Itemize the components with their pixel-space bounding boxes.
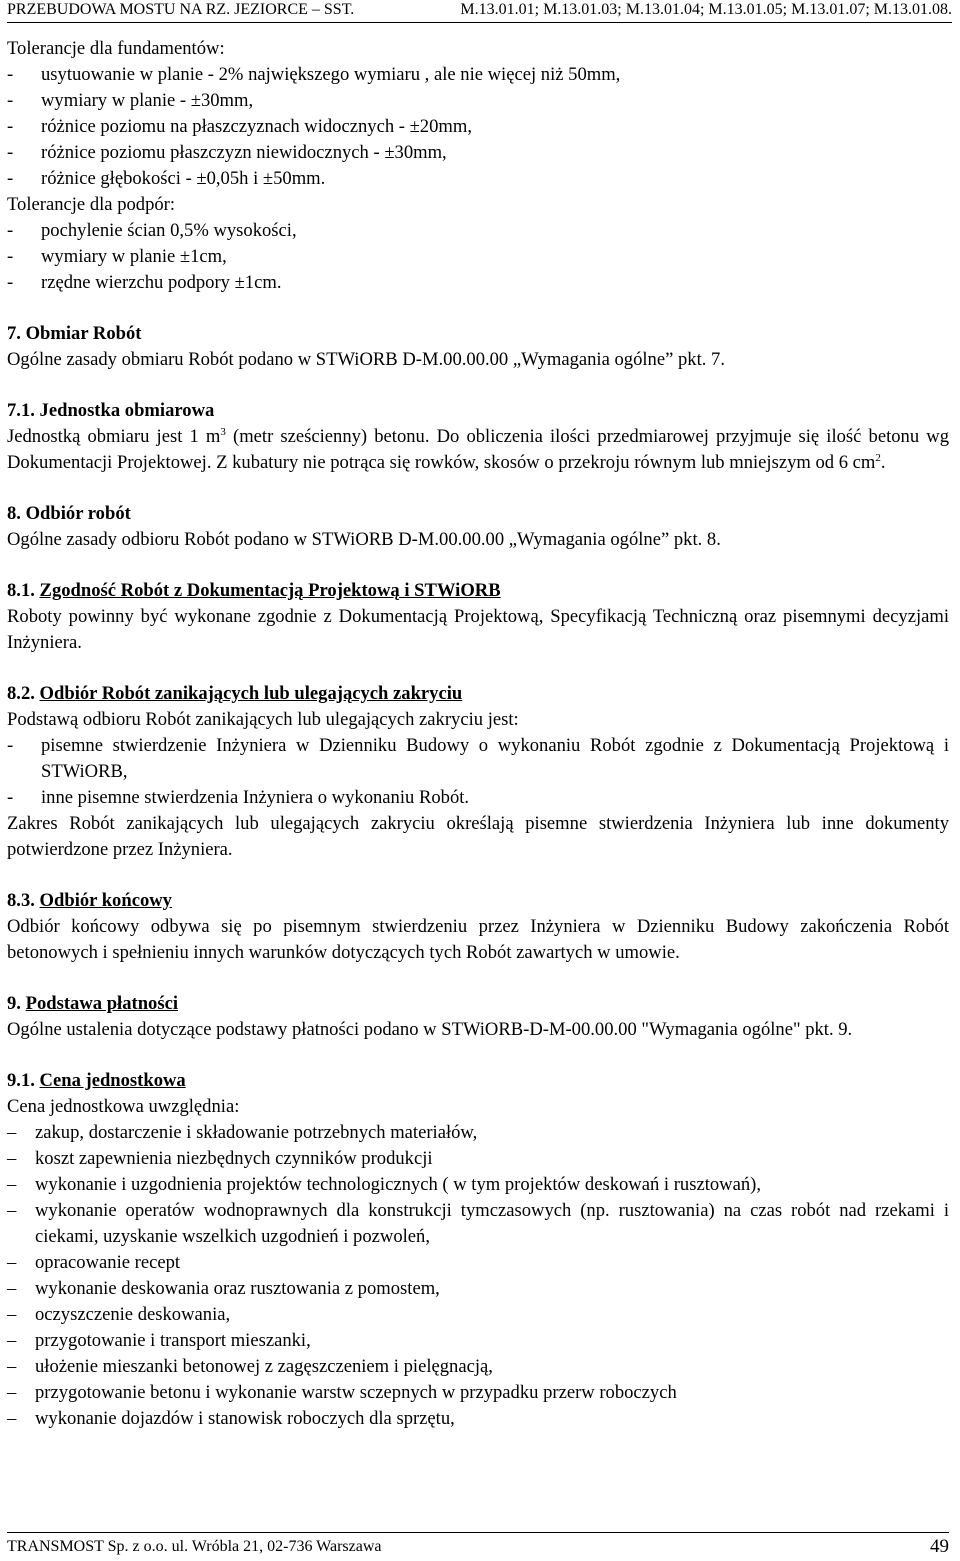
list-item: – opracowanie recept	[7, 1252, 181, 1273]
tolerance-foundation-heading: Tolerancje dla fundamentów:	[7, 38, 225, 59]
list-item: - różnice poziomu na płaszczyznach widocznych - ±20mm,	[7, 116, 472, 137]
section-8-1-text: Roboty powinny być wykonane zgodnie z Dokumentacją Projektową, Specyfikacją Techniczną oraz pisemnymi decyzjami Inżyniera.	[7, 606, 949, 653]
list-item: – koszt zapewnienia niezbędnych czynników produkcji	[7, 1148, 433, 1169]
section-7-1-text: Jednostką obmiaru jest 1 $m^3$ (metr sześcienny) betonu. Do obliczenia ilości przedmiarowej przyjmuje się ilość betonu wg Dokumentacji Projektowej. Z kubatury nie potrąca się rowków, skosów o przekroju równym lub mniejszym od 6 $cm^2$.	[7, 425, 949, 473]
section-7-1-title: 7.1. Jednostka obmiarowa	[7, 400, 215, 421]
section-8-2-list	[7, 733, 949, 811]
section-7-text: Ogólne zasady obmiaru Robót podano w STWiORB D-M.00.00.00 „Wymagania ogólne” pkt. 7.	[7, 349, 726, 370]
list-item: - inne pisemne stwierdzenia Inżyniera o wykonaniu Robót.	[7, 787, 470, 808]
list-item: - pisemne stwierdzenie Inżyniera w Dzienniku Budowy o wykonaniu Robót zgodnie z Dokumentacją Projektową i STWiORB,	[7, 735, 949, 782]
section-8-title: 8. Odbiór robót	[7, 503, 131, 524]
page-header	[7, 0, 952, 23]
list-item: - pochylenie ścian 0,5% wysokości,	[7, 220, 297, 241]
page-footer	[7, 1532, 949, 1561]
tolerance-support-heading: Tolerancje dla podpór:	[7, 194, 176, 215]
section-7-title: 7. Obmiar Robót	[7, 323, 142, 344]
list-item: – zakup, dostarczenie i składowanie potrzebnych materiałów,	[7, 1122, 478, 1143]
list-item: – wykonanie i uzgodnienia projektów technologicznych ( w tym projektów deskowań i rusztowań),	[7, 1174, 762, 1195]
list-item: - różnice poziomu płaszczyzn niewidocznych - ±30mm,	[7, 142, 447, 163]
page-number: 49	[930, 1536, 949, 1557]
list-item: – wykonanie dojazdów i stanowisk roboczych dla sprzętu,	[7, 1408, 455, 1429]
list-item: – przygotowanie betonu i wykonanie warstw sczepnych w przypadku przerw roboczych	[7, 1382, 677, 1403]
section-9-title: 9. Podstawa płatności	[7, 993, 178, 1014]
header-spec-codes: M.13.01.01; M.13.01.03; M.13.01.04; M.13.01.05; M.13.01.07; M.13.01.08.	[460, 1, 952, 18]
section-9-1-list	[7, 1120, 949, 1432]
tolerance-support-list	[7, 218, 949, 296]
section-8-3-text: Odbiór końcowy odbywa się po pisemnym stwierdzeniu przez Inżyniera w Dzienniku Budowy zakończenia Robót betonowych i spełnieniu innych warunków dotyczących tych Robót zawartych w umowie.	[7, 916, 949, 963]
footer-company-address: TRANSMOST Sp. z o.o. ul. Wróbla 21, 02-736 Warszawa	[7, 1538, 382, 1555]
section-8-text: Ogólne zasady odbioru Robót podano w STWiORB D-M.00.00.00 „Wymagania ogólne” pkt. 8.	[7, 529, 721, 550]
list-item: - usytuowanie w planie - 2% największego wymiaru , ale nie więcej niż 50mm,	[7, 64, 621, 85]
section-9-text: Ogólne ustalenia dotyczące podstawy płatności podano w STWiORB-D-M-00.00.00 "Wymagania ogólne" pkt. 9.	[7, 1019, 853, 1040]
list-item: – wykonanie operatów wodnoprawnych dla konstrukcji tymczasowych (np. rusztowania) na czas robót nad rzekami i ciekami, uzyskanie wszelkich uzgodnień i pozwoleń,	[7, 1200, 949, 1247]
section-9-1-intro: Cena jednostkowa uwzględnia:	[7, 1096, 240, 1117]
list-item: – przygotowanie i transport mieszanki,	[7, 1330, 311, 1351]
section-9-1-title: 9.1. Cena jednostkowa	[7, 1070, 186, 1091]
list-item: - wymiary w planie - ±30mm,	[7, 90, 254, 111]
section-8-3-title: 8.3. Odbiór końcowy	[7, 890, 172, 911]
list-item: - różnice głębokości - ±0,05h i ±50mm.	[7, 168, 326, 189]
list-item: – oczyszczenie deskowania,	[7, 1304, 231, 1325]
section-8-1-title: 8.1. Zgodność Robót z Dokumentacją Projektową i STWiORB	[7, 580, 501, 601]
header-project-title: PRZEBUDOWA MOSTU NA RZ. JEZIORCE – SST.	[7, 1, 355, 18]
list-item: - rzędne wierzchu podpory ±1cm.	[7, 272, 282, 293]
section-8-2-intro: Podstawą odbioru Robót zanikających lub ulegających zakryciu jest:	[7, 709, 519, 730]
list-item: – wykonanie deskowania oraz rusztowania z pomostem,	[7, 1278, 440, 1299]
tolerance-foundation-list	[7, 62, 949, 192]
section-8-2-title: 8.2. Odbiór Robót zanikających lub ulegających zakryciu	[7, 683, 463, 704]
list-item: - wymiary w planie ±1cm,	[7, 246, 227, 267]
document-body	[7, 36, 949, 1432]
section-8-2-outro: Zakres Robót zanikających lub ulegających zakryciu określają pisemne stwierdzenia Inżyniera lub inne dokumenty potwierdzone przez Inżyniera.	[7, 813, 949, 860]
list-item: – ułożenie mieszanki betonowej z zagęszczeniem i pielęgnacją,	[7, 1356, 493, 1377]
